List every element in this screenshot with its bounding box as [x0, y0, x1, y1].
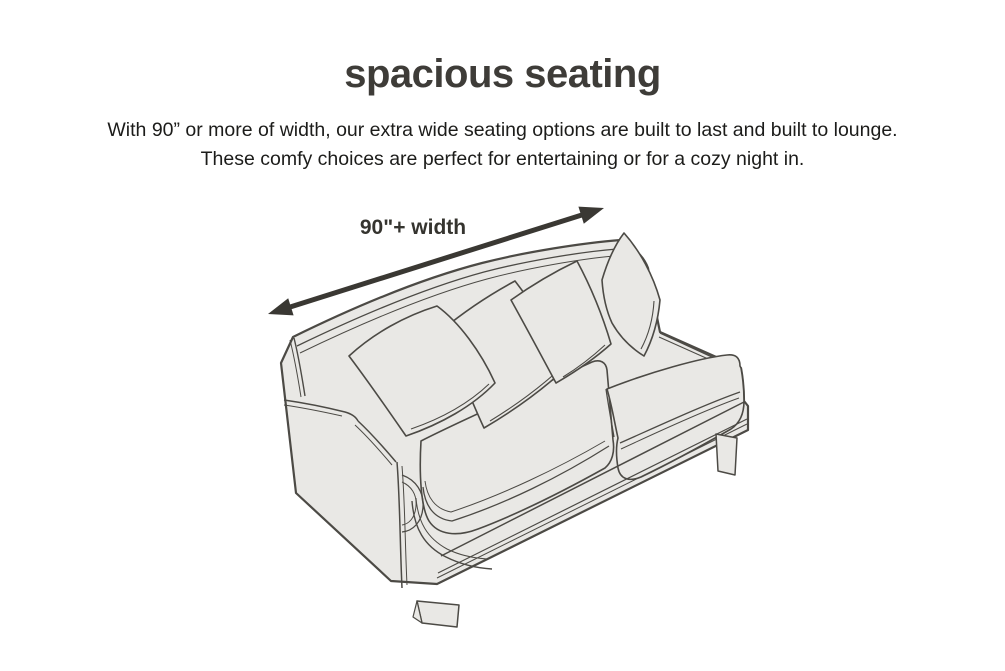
- description-line-2: These comfy choices are perfect for entertaining or for a cozy night in.: [200, 148, 805, 170]
- arrowhead-left: [268, 298, 294, 315]
- description-line-1: With 90” or more of width, our extra wide seating options are built to last and built to lounge.: [107, 119, 898, 141]
- sofa-foot-right: [716, 434, 737, 475]
- page-title: spacious seating: [344, 52, 661, 96]
- arrowhead-right: [578, 207, 604, 224]
- width-dimension-label: 90"+ width: [359, 216, 467, 239]
- sofa-foot-front: [413, 601, 459, 627]
